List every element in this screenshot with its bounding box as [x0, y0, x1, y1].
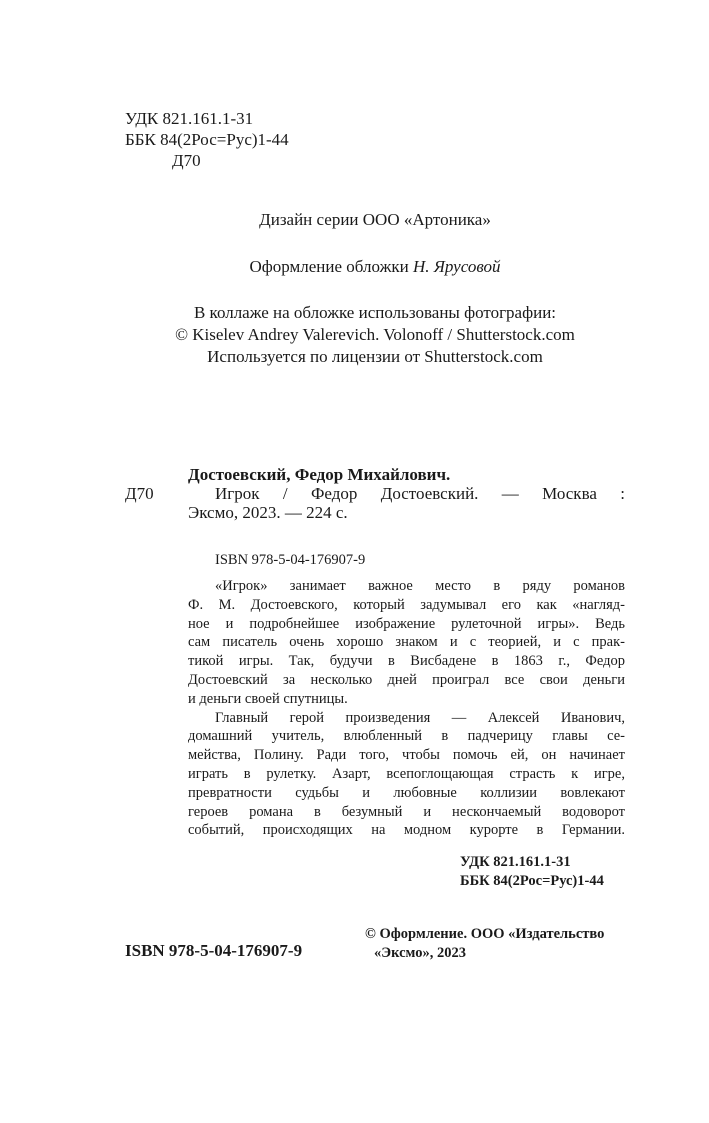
annotation-line: домашний учитель, влюбленный в падчерицу главы се- [188, 728, 625, 744]
book-title-line: Эксмо, 2023. — 224 с. [188, 503, 348, 522]
isbn: ISBN 978-5-04-176907-9 [215, 552, 366, 568]
annotation-line: тикой игры. Так, будучи в Висбадене в 1863 г., Федор [188, 653, 625, 669]
annotation-line: мейства, Полину. Ради того, чтобы помочь ей, он начинает [188, 747, 625, 763]
annotation-line: ное и подробнейшее изображение рулеточной игры». Ведь [188, 616, 625, 632]
annotation-line: превратности судьбы и любовные коллизии вовлекают [188, 785, 625, 801]
annotation-line: и деньги своей спутницы. [188, 691, 348, 707]
photo-credit-line: В коллаже на обложке использованы фотографии: [193, 303, 557, 322]
udk-code: УДК 821.161.1-31 [125, 109, 254, 128]
copyright-line: «Эксмо», 2023 [374, 945, 466, 961]
footer-isbn: ISBN 978-5-04-176907-9 [125, 941, 303, 960]
annotation-line: героев романа в безумный и нескончаемый водоворот [188, 804, 625, 820]
bottom-udk-code: УДК 821.161.1-31 [460, 854, 571, 870]
annotation-line: Ф. М. Достоевского, который задумывал его как «нагляд- [188, 597, 625, 613]
book-title-line: Игрок / Федор Достоевский. — Москва : [215, 484, 625, 503]
cover-designer-name: Н. Ярусовой [412, 257, 501, 276]
annotation-line: сам писатель очень хорошо знаком и с теорией, и с прак- [188, 634, 625, 650]
book-author: Достоевский, Федор Михайлович. [188, 465, 451, 484]
photo-credit-line: © Kiselev Andrey Valerevich. Volonoff / Shutterstock.com [175, 325, 575, 344]
copyright-line: © Оформление. ООО «Издательство [365, 926, 605, 942]
bottom-bbk-code: ББК 84(2Рос=Рус)1-44 [460, 873, 604, 889]
photo-credit-line: Используется по лицензии от Shutterstock.com [207, 347, 543, 366]
cover-design-prefix: Оформление обложки [249, 257, 409, 276]
cover-design-credit [110, 257, 640, 276]
annotation-line: событий, происходящих на модном курорте в Германии. [188, 822, 625, 838]
author-mark: Д70 [125, 484, 154, 503]
annotation-line: играть в рулетку. Азарт, всепоглощающая страсть к игре, [188, 766, 625, 782]
bbk-code: ББК 84(2Рос=Рус)1-44 [125, 130, 289, 149]
series-design-credit: Дизайн серии ООО «Артоника» [259, 210, 491, 229]
annotation-line: Главный герой произведения — Алексей Иванович, [215, 710, 625, 726]
author-mark: Д70 [172, 151, 201, 170]
annotation-line: «Игрок» занимает важное место в ряду романов [215, 578, 625, 594]
annotation-line: Достоевский за несколько дней проиграл все свои деньги [188, 672, 625, 688]
